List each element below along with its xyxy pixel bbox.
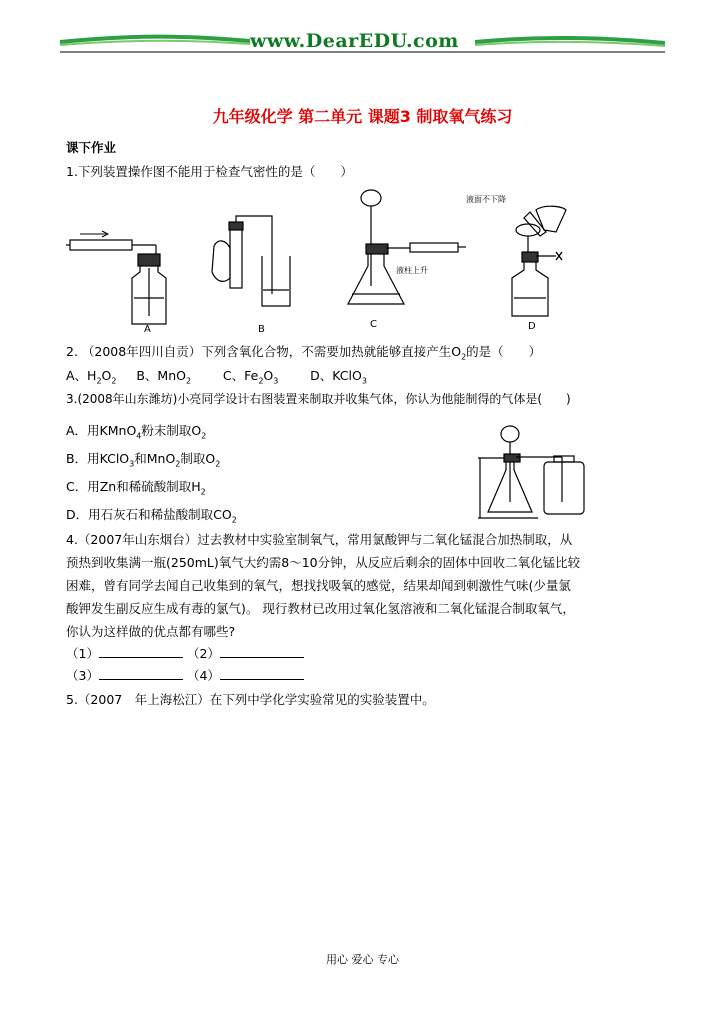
q3-option-d: D．用石灰石和稀盐酸制取$CO_2$	[66, 507, 237, 525]
q2-option-b: B、MnO$_2$	[136, 368, 192, 386]
figure-c-label: 液柱上升	[396, 266, 428, 275]
figure-d-label: 液面不下降	[466, 195, 506, 204]
figure-label-a: A	[144, 324, 151, 334]
page-header	[60, 28, 665, 58]
site-logo-text: www.DearEDU.com	[250, 30, 459, 52]
question-4-line-4: 酸钾发生副反应生成有毒的氯气)。 现行教材已改用过氧化氢溶液和二氧化锰混合制取氧气，	[66, 601, 575, 616]
question-4-line-3: 困难，曾有同学去闻自己收集到的氧气，想找找吸氧的感觉，结果却闻到刺激性气味(少量氯	[66, 578, 571, 593]
question-4-line-1: 4.（2007年山东烟台）过去教材中实验室制氧气，常用氯酸钾与二氧化锰混合加热制取，从	[66, 532, 573, 547]
question-5-stem: 5.（2007 年上海松江）在下列中学化学实验常见的实验装置中。	[66, 692, 435, 707]
answer-blank-3[interactable]	[99, 667, 183, 680]
question-3-stem: 3.(2008年山东潍坊)小亮同学设计右图装置来制取并收集气体，你认为他能制得的气体是( )	[66, 392, 571, 406]
page-title: 九年级化学 第二单元 课题3 制取氧气练习	[212, 107, 513, 126]
question-4-blanks-row-1: （1） （2）	[66, 644, 304, 662]
question-4-line-5: 你认为这样做的优点都有哪些?	[66, 624, 236, 639]
figure-label-d: D	[528, 321, 536, 332]
q3-option-a: A．用KMnO$_4$粉末制取$O_2$	[66, 423, 207, 441]
q2-option-d: D、KClO$_3$	[310, 368, 367, 386]
q2-option-a: A、$H_2O_2$	[66, 368, 117, 386]
q2-option-c: C、$Fe_2O_3$	[222, 368, 279, 386]
figure-label-b: B	[258, 324, 265, 334]
figure-d-bottle-funnel-beaker	[512, 206, 566, 316]
q3-option-b: B．用KClO$_3$和MnO$_2$制取$O_2$	[66, 451, 221, 469]
figure-c-flask-funnel-syringe	[348, 190, 466, 304]
section-heading: 课下作业	[66, 140, 117, 155]
question-4-line-2: 预热到收集满一瓶(250mL)氧气大约需8～10分钟，从反应后剩余的固体中回收二氧化锰比较	[66, 555, 581, 570]
question-3-apparatus	[478, 422, 598, 522]
answer-blank-1[interactable]	[99, 645, 183, 658]
figure-a-syringe-bottle	[66, 231, 166, 324]
q3-option-c: C．用Zn和稀硫酸制取$H_2$	[66, 479, 206, 497]
figure-label-c: C	[370, 319, 377, 330]
question-1-figures	[66, 186, 586, 334]
question-1-stem: 1.下列装置操作图不能用于检查气密性的是（ ）	[66, 164, 353, 179]
page-footer: 用心 爱心 专心	[326, 953, 399, 966]
figure-b-test-tube-beaker	[212, 216, 290, 306]
question-2-stem: 2. （2008年四川自贡）下列含氧化合物，不需要加热就能够直接产生$O_2$的是（ ）	[66, 344, 542, 362]
question-4-blanks-row-2: （3） （4）	[66, 666, 304, 684]
answer-blank-4[interactable]	[220, 667, 304, 680]
answer-blank-2[interactable]	[220, 645, 304, 658]
question-2-options	[66, 366, 367, 386]
